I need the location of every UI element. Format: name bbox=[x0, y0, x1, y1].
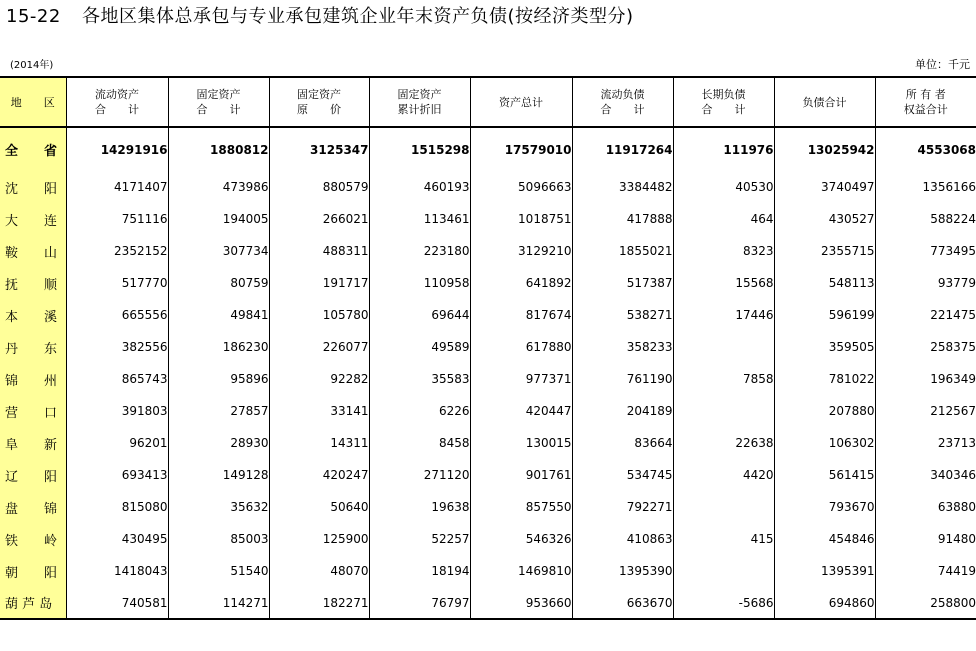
region-cell bbox=[0, 555, 66, 587]
value-cell: 5096663 bbox=[470, 171, 572, 203]
value-cell: 454846 bbox=[774, 523, 875, 555]
value-cell: 430495 bbox=[66, 523, 168, 555]
value-cell: 91480 bbox=[875, 523, 976, 555]
value-cell: 410863 bbox=[572, 523, 673, 555]
value-cell: 186230 bbox=[168, 331, 269, 363]
value-cell: 258375 bbox=[875, 331, 976, 363]
value-cell: 50640 bbox=[269, 491, 369, 523]
header-line: 累计折旧 bbox=[397, 103, 442, 116]
unit-label: 单位：千元 bbox=[915, 58, 970, 71]
header-line: 资产总计 bbox=[499, 95, 543, 109]
value-cell bbox=[673, 555, 774, 587]
value-cell: 93779 bbox=[875, 267, 976, 299]
value-cell: 111976 bbox=[673, 127, 774, 171]
value-cell: 13025942 bbox=[774, 127, 875, 171]
table-body bbox=[0, 127, 976, 619]
header-line: 所 有 者 bbox=[905, 88, 946, 101]
value-cell: 548113 bbox=[774, 267, 875, 299]
header-region: 地 区 bbox=[0, 77, 66, 127]
table-row bbox=[0, 235, 976, 267]
region-name: 鞍 山 bbox=[5, 245, 58, 261]
value-cell: 125900 bbox=[269, 523, 369, 555]
year-note: (2014年) bbox=[10, 60, 54, 71]
value-cell: 19638 bbox=[369, 491, 470, 523]
value-cell: 4420 bbox=[673, 459, 774, 491]
value-cell: 226077 bbox=[269, 331, 369, 363]
value-cell: 207880 bbox=[774, 395, 875, 427]
value-cell: 865743 bbox=[66, 363, 168, 395]
value-cell: 3740497 bbox=[774, 171, 875, 203]
value-cell: 2355715 bbox=[774, 235, 875, 267]
value-cell: 358233 bbox=[572, 331, 673, 363]
value-cell: 1469810 bbox=[470, 555, 572, 587]
region-cell bbox=[0, 395, 66, 427]
region-cell bbox=[0, 459, 66, 491]
value-cell: 3384482 bbox=[572, 171, 673, 203]
value-cell: 266021 bbox=[269, 203, 369, 235]
value-cell: 3129210 bbox=[470, 235, 572, 267]
value-cell: 258800 bbox=[875, 587, 976, 619]
value-cell: 517387 bbox=[572, 267, 673, 299]
value-cell: 105780 bbox=[269, 299, 369, 331]
header-line: 权益合计 bbox=[903, 103, 948, 116]
region-cell bbox=[0, 363, 66, 395]
value-cell: 488311 bbox=[269, 235, 369, 267]
value-cell: 751116 bbox=[66, 203, 168, 235]
header-col-9 bbox=[875, 77, 976, 127]
value-cell: 546326 bbox=[470, 523, 572, 555]
value-cell: 307734 bbox=[168, 235, 269, 267]
table-row bbox=[0, 331, 976, 363]
value-cell: 35583 bbox=[369, 363, 470, 395]
value-cell: 1018751 bbox=[470, 203, 572, 235]
value-cell: 69644 bbox=[369, 299, 470, 331]
header-line: 合 计 bbox=[600, 103, 645, 116]
value-cell: 40530 bbox=[673, 171, 774, 203]
header-line: 固定资产 bbox=[196, 88, 241, 101]
value-cell: 4553068 bbox=[875, 127, 976, 171]
table-row bbox=[0, 267, 976, 299]
value-cell: 96201 bbox=[66, 427, 168, 459]
value-cell: 665556 bbox=[66, 299, 168, 331]
value-cell: 6226 bbox=[369, 395, 470, 427]
value-cell: -5686 bbox=[673, 587, 774, 619]
value-cell: 1515298 bbox=[369, 127, 470, 171]
value-cell: 212567 bbox=[875, 395, 976, 427]
header-line: 流动资产 bbox=[95, 88, 139, 101]
value-cell: 793670 bbox=[774, 491, 875, 523]
value-cell: 194005 bbox=[168, 203, 269, 235]
header-line: 长期负债 bbox=[701, 88, 746, 101]
table-header bbox=[0, 77, 976, 127]
value-cell: 14291916 bbox=[66, 127, 168, 171]
value-cell: 23713 bbox=[875, 427, 976, 459]
value-cell: 953660 bbox=[470, 587, 572, 619]
region-name: 抚 顺 bbox=[5, 277, 58, 293]
header-line: 固定资产 bbox=[397, 88, 442, 101]
value-cell: 7858 bbox=[673, 363, 774, 395]
value-cell: 663670 bbox=[572, 587, 673, 619]
value-cell: 149128 bbox=[168, 459, 269, 491]
value-cell: 3125347 bbox=[269, 127, 369, 171]
region-name: 铁 岭 bbox=[5, 533, 58, 549]
value-cell: 63880 bbox=[875, 491, 976, 523]
table-row bbox=[0, 299, 976, 331]
value-cell: 17579010 bbox=[470, 127, 572, 171]
value-cell: 110958 bbox=[369, 267, 470, 299]
header-row bbox=[0, 77, 976, 127]
table-row bbox=[0, 587, 976, 619]
region-cell bbox=[0, 587, 66, 619]
value-cell: 420447 bbox=[470, 395, 572, 427]
value-cell: 8458 bbox=[369, 427, 470, 459]
header-col-5 bbox=[470, 77, 572, 127]
header-col-3 bbox=[269, 77, 369, 127]
header-line: 合 计 bbox=[95, 103, 139, 116]
region-name: 葫 芦 岛 bbox=[5, 597, 53, 612]
value-cell: 596199 bbox=[774, 299, 875, 331]
value-cell: 781022 bbox=[774, 363, 875, 395]
value-cell: 95896 bbox=[168, 363, 269, 395]
value-cell: 14311 bbox=[269, 427, 369, 459]
value-cell: 538271 bbox=[572, 299, 673, 331]
value-cell: 1395391 bbox=[774, 555, 875, 587]
region-cell bbox=[0, 127, 66, 171]
header-line: 负债合计 bbox=[802, 95, 847, 109]
header-col-1 bbox=[66, 77, 168, 127]
title-number: 15-22 bbox=[6, 6, 61, 27]
value-cell: 517770 bbox=[66, 267, 168, 299]
value-cell: 113461 bbox=[369, 203, 470, 235]
header-line: 固定资产 bbox=[297, 88, 341, 101]
value-cell: 271120 bbox=[369, 459, 470, 491]
value-cell: 1855021 bbox=[572, 235, 673, 267]
value-cell: 15568 bbox=[673, 267, 774, 299]
page-title bbox=[6, 4, 634, 30]
value-cell: 106302 bbox=[774, 427, 875, 459]
value-cell: 74419 bbox=[875, 555, 976, 587]
value-cell: 4171407 bbox=[66, 171, 168, 203]
value-cell: 76797 bbox=[369, 587, 470, 619]
value-cell: 114271 bbox=[168, 587, 269, 619]
header-col-7 bbox=[673, 77, 774, 127]
value-cell: 48070 bbox=[269, 555, 369, 587]
header-line: 合 计 bbox=[701, 103, 746, 116]
value-cell: 693413 bbox=[66, 459, 168, 491]
value-cell: 420247 bbox=[269, 459, 369, 491]
region-name: 锦 州 bbox=[5, 373, 58, 389]
value-cell: 35632 bbox=[168, 491, 269, 523]
value-cell: 1880812 bbox=[168, 127, 269, 171]
value-cell: 1356166 bbox=[875, 171, 976, 203]
value-cell: 92282 bbox=[269, 363, 369, 395]
region-cell bbox=[0, 235, 66, 267]
value-cell: 191717 bbox=[269, 267, 369, 299]
region-cell bbox=[0, 171, 66, 203]
table-row bbox=[0, 523, 976, 555]
value-cell: 223180 bbox=[369, 235, 470, 267]
table-row bbox=[0, 427, 976, 459]
value-cell: 391803 bbox=[66, 395, 168, 427]
value-cell: 460193 bbox=[369, 171, 470, 203]
region-name: 营 口 bbox=[5, 405, 58, 421]
region-name: 本 溪 bbox=[5, 309, 58, 325]
value-cell: 85003 bbox=[168, 523, 269, 555]
header-line: 合 计 bbox=[196, 103, 241, 116]
region-name: 盘 锦 bbox=[5, 501, 58, 517]
value-cell: 641892 bbox=[470, 267, 572, 299]
region-name: 全 省 bbox=[5, 144, 58, 159]
value-cell: 359505 bbox=[774, 331, 875, 363]
value-cell: 8323 bbox=[673, 235, 774, 267]
value-cell: 857550 bbox=[470, 491, 572, 523]
value-cell: 901761 bbox=[470, 459, 572, 491]
value-cell: 51540 bbox=[168, 555, 269, 587]
region-name: 朝 阳 bbox=[5, 565, 58, 581]
region-cell bbox=[0, 523, 66, 555]
value-cell: 204189 bbox=[572, 395, 673, 427]
table-row bbox=[0, 171, 976, 203]
value-cell: 977371 bbox=[470, 363, 572, 395]
value-cell: 27857 bbox=[168, 395, 269, 427]
value-cell: 2352152 bbox=[66, 235, 168, 267]
value-cell: 773495 bbox=[875, 235, 976, 267]
value-cell: 617880 bbox=[470, 331, 572, 363]
value-cell: 196349 bbox=[875, 363, 976, 395]
value-cell bbox=[673, 491, 774, 523]
value-cell: 740581 bbox=[66, 587, 168, 619]
region-cell bbox=[0, 203, 66, 235]
value-cell: 17446 bbox=[673, 299, 774, 331]
region-cell bbox=[0, 491, 66, 523]
table-row bbox=[0, 459, 976, 491]
header-line: 原 价 bbox=[297, 103, 341, 116]
table-row bbox=[0, 363, 976, 395]
value-cell: 182271 bbox=[269, 587, 369, 619]
header-col-6 bbox=[572, 77, 673, 127]
value-cell: 815080 bbox=[66, 491, 168, 523]
region-name: 辽 阳 bbox=[5, 469, 58, 485]
header-line: 流动负债 bbox=[600, 88, 645, 101]
value-cell: 430527 bbox=[774, 203, 875, 235]
table-row bbox=[0, 555, 976, 587]
balance-sheet-table bbox=[0, 76, 976, 620]
value-cell: 22638 bbox=[673, 427, 774, 459]
value-cell: 11917264 bbox=[572, 127, 673, 171]
value-cell: 49841 bbox=[168, 299, 269, 331]
region-name: 阜 新 bbox=[5, 437, 58, 453]
value-cell: 417888 bbox=[572, 203, 673, 235]
value-cell: 340346 bbox=[875, 459, 976, 491]
region-name: 丹 东 bbox=[5, 341, 58, 357]
region-name: 沈 阳 bbox=[5, 181, 58, 197]
value-cell: 28930 bbox=[168, 427, 269, 459]
title-text: 各地区集体总承包与专业承包建筑企业年末资产负债(按经济类型分) bbox=[82, 6, 634, 27]
table-row bbox=[0, 491, 976, 523]
value-cell: 130015 bbox=[470, 427, 572, 459]
region-cell bbox=[0, 299, 66, 331]
value-cell: 221475 bbox=[875, 299, 976, 331]
value-cell: 80759 bbox=[168, 267, 269, 299]
value-cell: 52257 bbox=[369, 523, 470, 555]
value-cell: 561415 bbox=[774, 459, 875, 491]
value-cell: 1395390 bbox=[572, 555, 673, 587]
table-row bbox=[0, 127, 976, 171]
value-cell: 83664 bbox=[572, 427, 673, 459]
value-cell: 1418043 bbox=[66, 555, 168, 587]
value-cell: 534745 bbox=[572, 459, 673, 491]
header-col-4 bbox=[369, 77, 470, 127]
value-cell: 415 bbox=[673, 523, 774, 555]
value-cell: 588224 bbox=[875, 203, 976, 235]
header-col-8 bbox=[774, 77, 875, 127]
value-cell: 33141 bbox=[269, 395, 369, 427]
value-cell: 761190 bbox=[572, 363, 673, 395]
value-cell: 792271 bbox=[572, 491, 673, 523]
value-cell bbox=[673, 395, 774, 427]
value-cell: 49589 bbox=[369, 331, 470, 363]
value-cell: 464 bbox=[673, 203, 774, 235]
region-cell bbox=[0, 427, 66, 459]
value-cell: 817674 bbox=[470, 299, 572, 331]
value-cell: 382556 bbox=[66, 331, 168, 363]
value-cell: 473986 bbox=[168, 171, 269, 203]
region-cell bbox=[0, 331, 66, 363]
table-row bbox=[0, 203, 976, 235]
value-cell: 694860 bbox=[774, 587, 875, 619]
value-cell bbox=[673, 331, 774, 363]
value-cell: 18194 bbox=[369, 555, 470, 587]
region-cell bbox=[0, 267, 66, 299]
header-col-2 bbox=[168, 77, 269, 127]
value-cell: 880579 bbox=[269, 171, 369, 203]
table-row bbox=[0, 395, 976, 427]
region-name: 大 连 bbox=[5, 213, 58, 229]
